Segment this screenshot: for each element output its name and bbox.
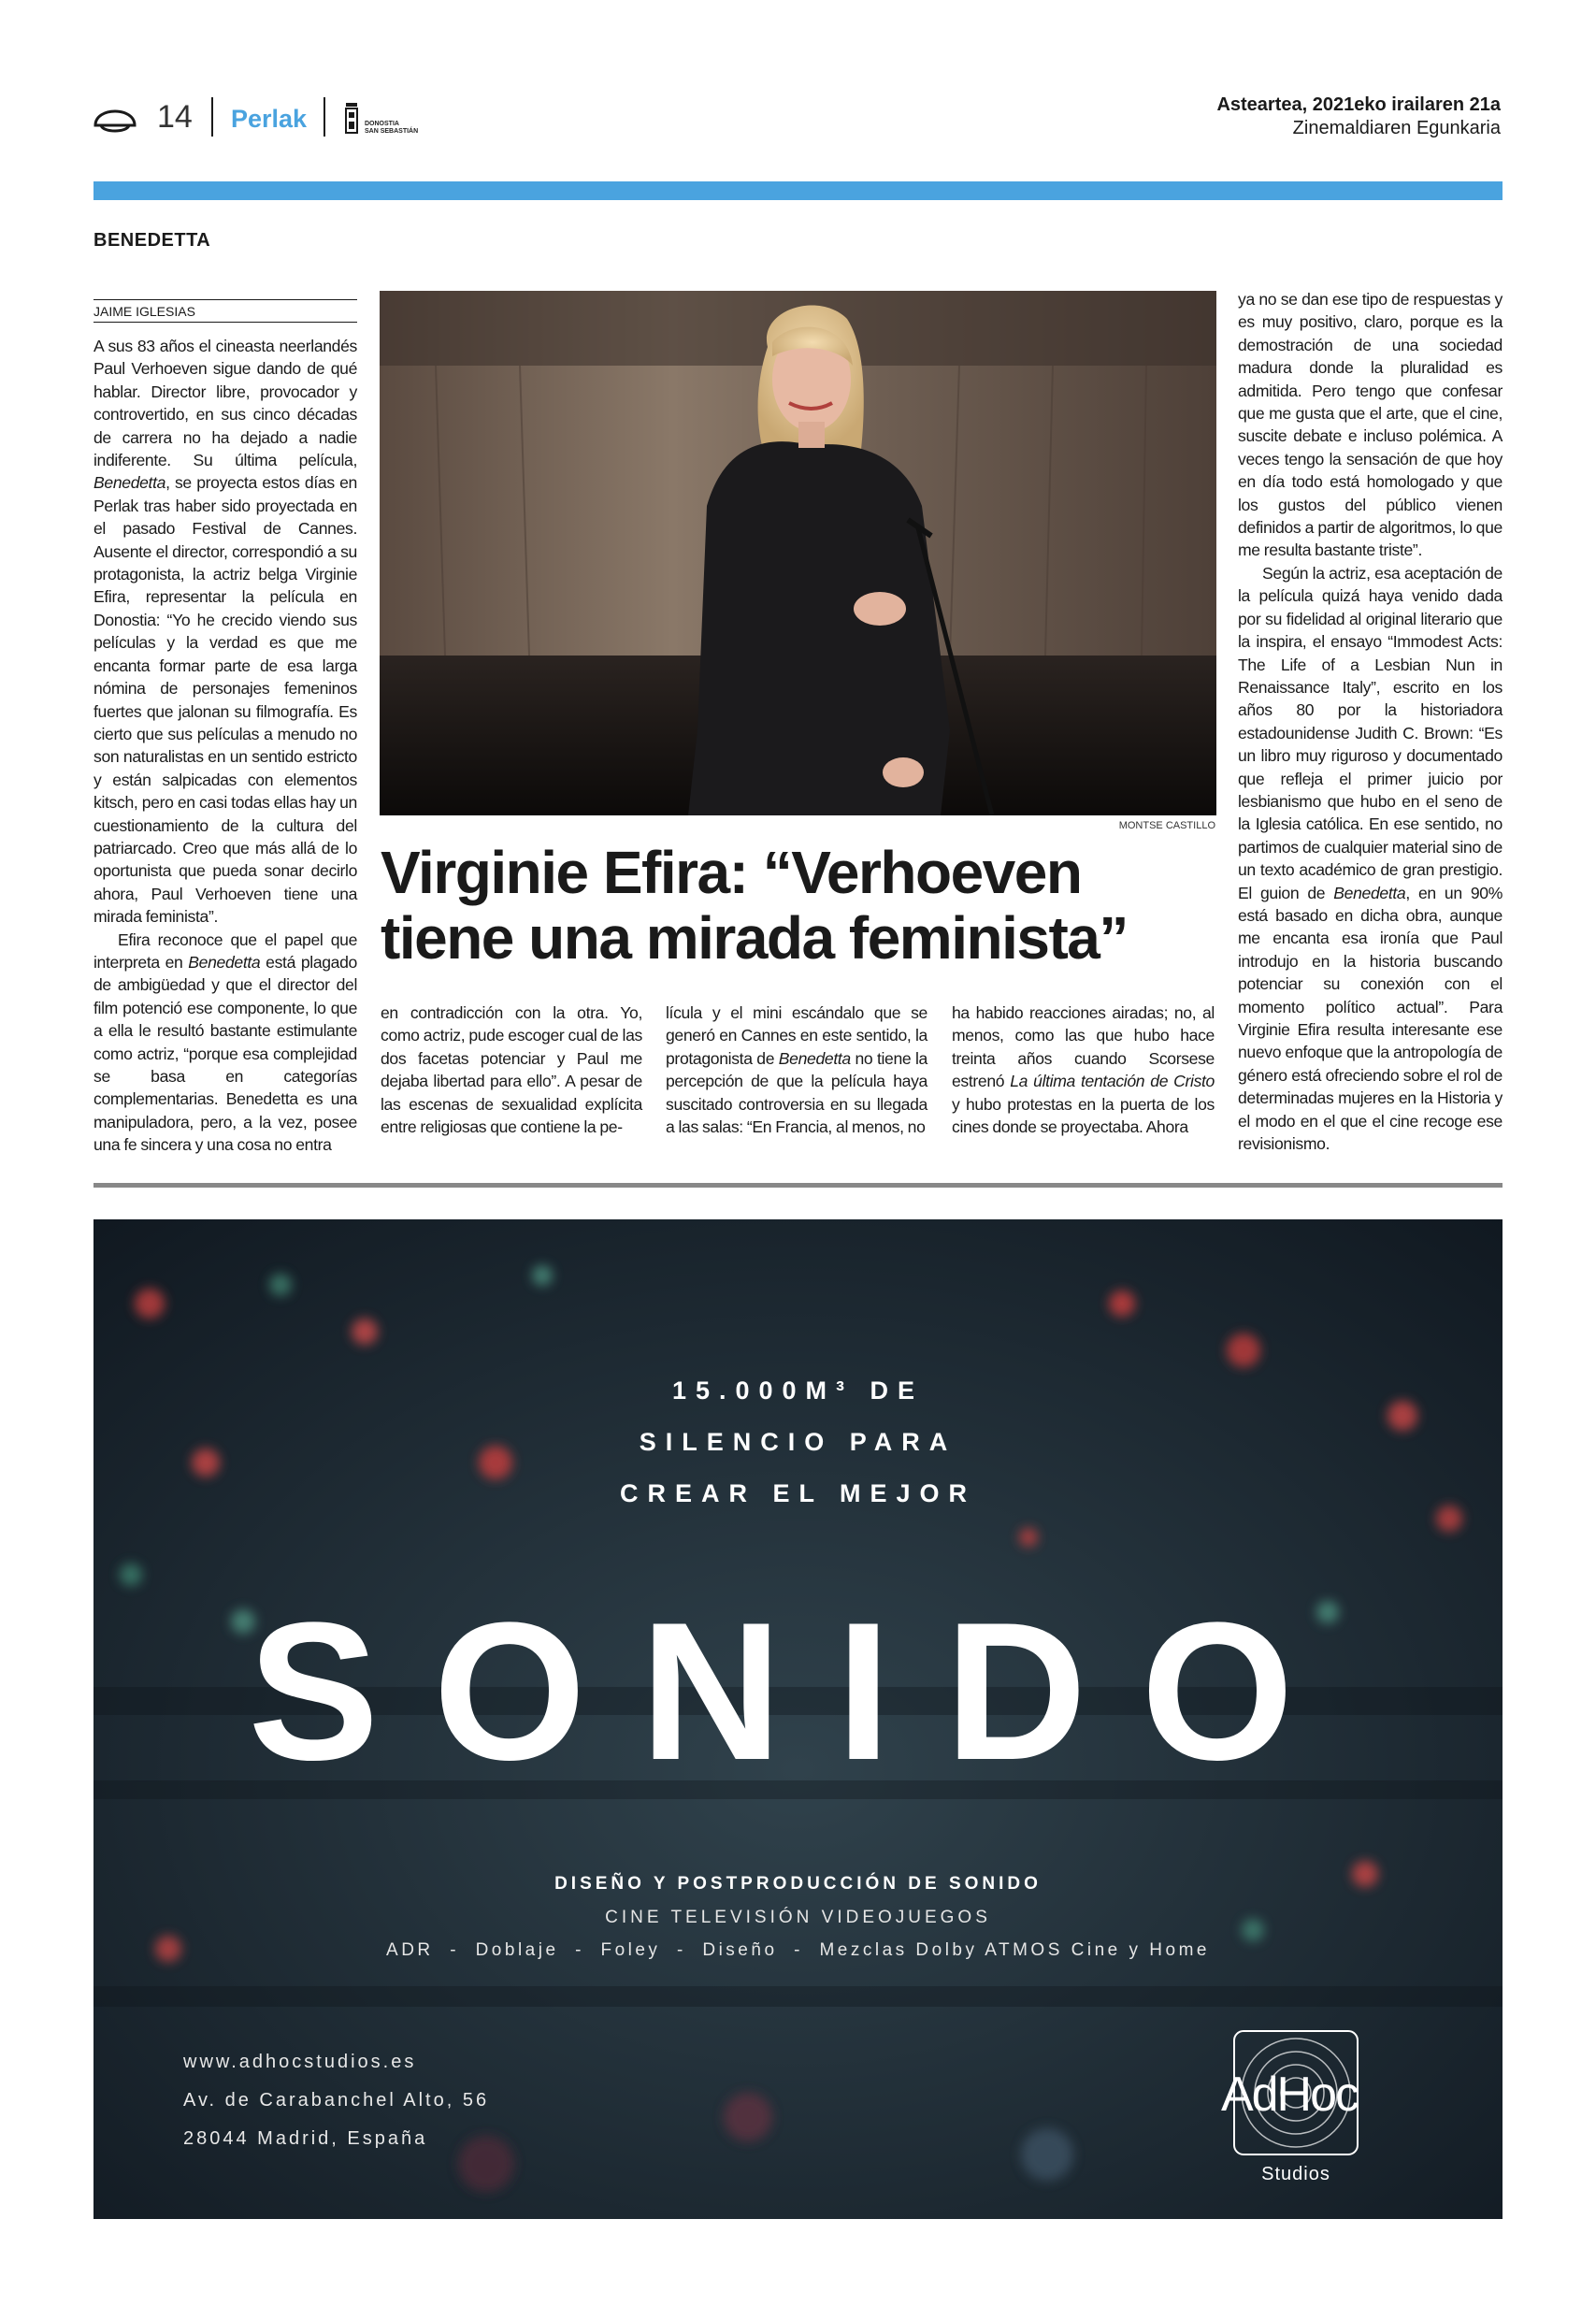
paragraph: en contradicción con la otra. Yo, como actriz, pude escoger cual de las dos facetas potenciar y Paul me dejaba libertad para ello”. A pesar de las escenas de sexualidad explícita entre religiosas que contiene la pe- — [381, 1003, 642, 1137]
article-column-5 — [1238, 288, 1503, 1155]
photo-credit: MONTSE CASTILLO — [1118, 820, 1215, 831]
header-divider — [324, 97, 325, 137]
headline-line-1: Virginie Efira: “Verhoeven — [381, 839, 1082, 906]
header-divider — [211, 97, 213, 137]
byline-rule — [93, 322, 357, 323]
adhoc-studios-logo — [1215, 2025, 1365, 2194]
ad-tagline-line-2: SILENCIO PARA — [639, 1428, 957, 1456]
film-title-italic: Benedetta — [778, 1048, 851, 1068]
section-divider — [93, 1183, 1503, 1188]
ad-service-areas: CINE TELEVISIÓN VIDEOJUEGOS — [605, 1908, 991, 1927]
ad-service-list: ADR - Doblaje - Foley - Diseño - Mezclas Dolby ATMOS Cine y Home — [386, 1940, 1210, 1960]
section-name[interactable]: Perlak — [231, 105, 308, 133]
text-run: está plagado de ambigüedad y que el director del film potenció ese componente, lo que a ella le resultó bastante estimulante como actriz, “porque esa complejidad se basa en categorías complementarias. Benedetta es una manipuladora, pero, a la vez, posee una fe sincera y una cosa no entra — [93, 952, 357, 1155]
article-photo — [380, 291, 1216, 815]
text-run: Según la actriz, esa aceptación de la película quizá haya venido dada por su fidelidad al original literario que la inspira, el ensayo “Immodest Acts: The Life of a Lesbian Nun in Renaissance Italy”, escrito en los años 80 por la historiadora estadounidense Judith C. Brown: “Es un libro muy riguroso y documentado que refleja el primer juicio por lesbianismo que hubo en el seno de la Iglesia católica. En ese sentido, no partimos de cualquier material sino de un texto académico de gran prestigio. El guion de — [1238, 563, 1503, 902]
article-column-1 — [93, 335, 357, 1157]
text-run: Efira reconoce que el papel que interpreta en — [93, 929, 357, 972]
logo-name: AdHoc — [1220, 2068, 1359, 2122]
text-run: ha habido reacciones airadas; no, al menos, como las que hubo hace treinta años cuando Scorsese estrenó — [952, 1003, 1215, 1091]
film-title-italic: Benedetta — [188, 952, 261, 972]
text-run: no tiene la percepción de que la película haya suscitado controversia en su llegada a las salas: “En Francia, al menos, no — [666, 1048, 927, 1137]
paragraph — [666, 1001, 927, 1138]
city-logo-line2: SAN SEBASTIÁN — [365, 128, 419, 135]
paragraph — [93, 335, 357, 929]
text-run: A sus 83 años el cineasta neerlandés Paul Verhoeven sigue dando de qué hablar. Director libre, provocador y controvertido, en sus cinco décadas de carrera no ha dejado a nadie indiferente. Su última película, — [93, 337, 357, 470]
text-run: y hubo protestas en la puerta de los cines donde se proyectaba. Ahora — [952, 1094, 1215, 1137]
ad-service-title: DISEÑO Y POSTPRODUCCIÓN DE SONIDO — [554, 1874, 1042, 1894]
text-run: , se proyecta estos días en Perlak tras haber sido proyectada en el pasado Festival de Cannes. Ausente el director, correspondió a su protagonista, la actriz belga Virginie Efira, representar la película en Donostia: “Yo he crecido viendo sus películas y la verdad es que me encanta formar parte de esa larga nómina de personajes femeninos fuertes que jalonan su filmografía. Es cierto que sus películas a menudo no son naturalistas en un sentido estricto y están salpicadas con elementos kitsch, pero en casi todas ellas hay un cuestionamiento de la cultura del patriarcado. Creo que más allá de lo oportunista que pueda sonar decirlo ahora, Paul Verhoeven tiene una mirada feminista”. — [93, 473, 357, 927]
section-color-bar — [93, 181, 1503, 200]
article-column-4 — [952, 1001, 1215, 1138]
photo-actress-at-microphone — [380, 291, 1216, 815]
page-number: 14 — [157, 99, 193, 135]
advertisement[interactable] — [93, 1219, 1503, 2219]
byline: JAIME IGLESIAS — [93, 304, 195, 319]
paragraph — [952, 1001, 1215, 1138]
film-title-italic: Benedetta — [1333, 883, 1406, 902]
issue-date: Asteartea, 2021eko irailaren 21a — [1216, 94, 1501, 115]
article-column-3 — [666, 1001, 927, 1138]
ad-big-word: SONIDO — [248, 1581, 1348, 1801]
ad-street-address: Av. de Carabanchel Alto, 56 — [183, 2090, 490, 2111]
article-headline — [381, 840, 1222, 971]
text-run: lícula y el mini escándalo que se generó en Cannes en este sentido, la protagonista de — [666, 1003, 927, 1068]
byline-rule — [93, 299, 357, 300]
ad-city-address: 28044 Madrid, España — [183, 2128, 428, 2149]
city-logo-text — [365, 121, 418, 136]
ad-website-link[interactable]: www.adhocstudios.es — [183, 2052, 417, 2072]
ad-tagline-line-1: 15.000M³ DE — [671, 1376, 925, 1405]
ad-tagline-line-3: CREAR EL MEJOR — [619, 1479, 977, 1507]
article-column-2 — [381, 1001, 642, 1138]
logo-subtitle: Studios — [1261, 2164, 1330, 2184]
text-run: , en un 90% está basado en dicha obra, aunque me encanta esa ironía que Paul introdujo en la historia buscando potenciar su conexión con el momento político actual”. Para Virginie Efira resulta interesante ese nuevo enfoque que la antropología de género está ofreciendo sobre el rol de determinadas mujeres en la Historia y el modo en el que el cine recoge ese revisionismo. — [1238, 883, 1503, 1154]
city-crest-icon — [345, 101, 358, 135]
paragraph — [93, 929, 357, 1157]
film-title-italic: La última tentación de Cristo — [1010, 1072, 1215, 1091]
film-title-italic: Benedetta — [93, 473, 166, 493]
city-logo-line1: DONOSTIA — [365, 121, 399, 127]
film-title-label: BENEDETTA — [93, 230, 211, 251]
newspaper-name: Zinemaldiaren Egunkaria — [1292, 118, 1501, 138]
paragraph: ya no se dan ese tipo de respuestas y es muy positivo, claro, porque es la demostración de una sociedad madura donde la pluralidad es admitida. Pero tengo que confesar que me gusta que el arte, que el cine, suscite debate e incluso polémica. A veces tengo la sensación de que hoy en día todo está homologado y que los gustos del público vienen definidos a partir de algoritmos, lo que me resulta bastante triste”. — [1238, 290, 1503, 560]
paragraph — [1238, 562, 1503, 1156]
festival-shell-icon — [92, 97, 138, 135]
headline-line-2: tiene una mirada feminista” — [381, 904, 1128, 972]
